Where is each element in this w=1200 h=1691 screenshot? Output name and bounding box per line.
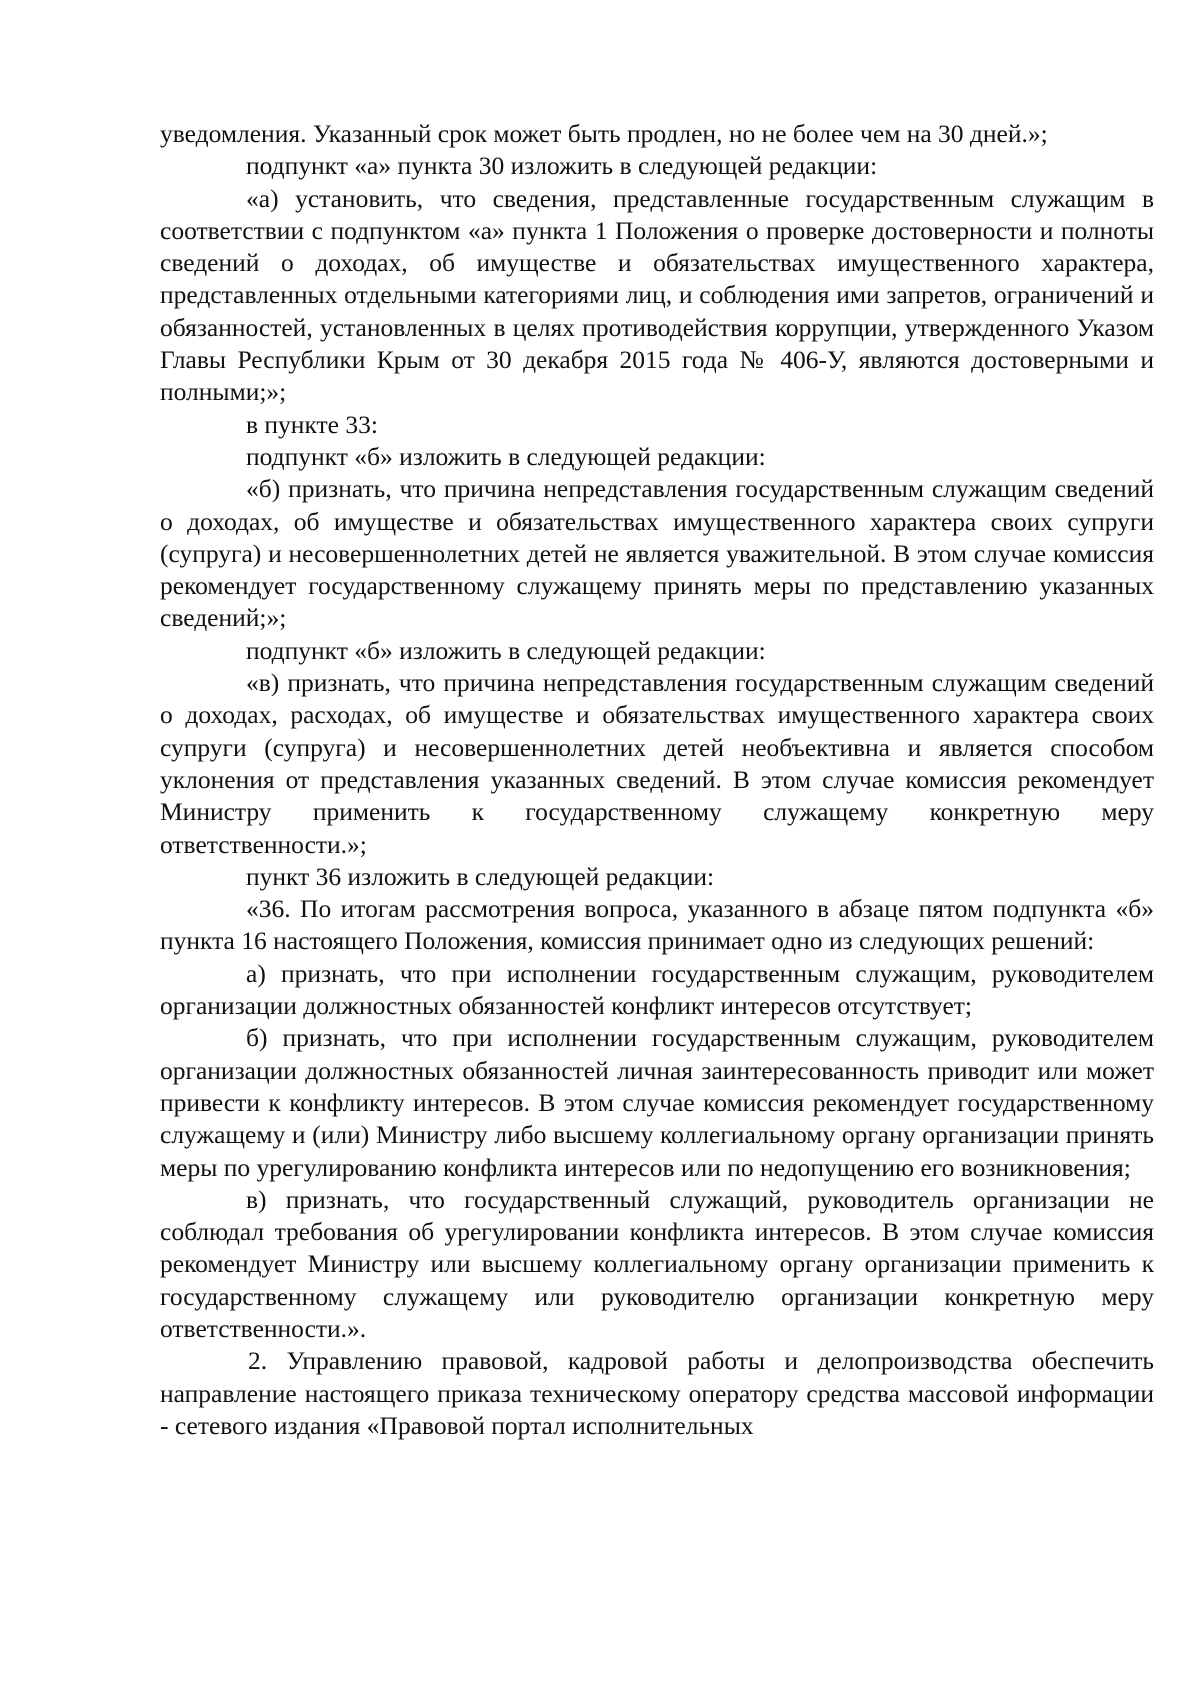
paragraph-subitem-b-header: подпункт «б» изложить в следующей редакции: bbox=[246, 441, 766, 471]
paragraph-decision-b: б) признать, что при исполнении государственным служащим, руководителем организации должностных обязанностей личная заинтересованность приводит или может привести к конфликту интересов. В этом случае комиссия рекомендует государственному служащему и (или) Министру либо высшему коллегиальному органу организации принять меры по урегулированию конфликта интересов или по недопущению его возникновения; bbox=[160, 1023, 1154, 1182]
paragraph-item-36-header: пункт 36 изложить в следующей редакции: bbox=[246, 861, 715, 891]
paragraph-decision-a: а) признать, что при исполнении государственным служащим, руководителем организации должностных обязанностей конфликт интересов отсутствует; bbox=[160, 958, 1154, 1021]
paragraph-subitem-v-text: «в) признать, что причина непредставления государственным служащим сведений о доходах, расходах, об имуществе и обязательствах имущественного характера своих супруги (супруга) и несовершеннолетних детей необъективна и является способом уклонения от представления указанных сведений. В этом случае комиссия рекомендует Министру применить к государственному служащему конкретную меру ответственности.»; bbox=[160, 668, 1154, 859]
paragraph-subitem-a-text: «а) установить, что сведения, представленные государственным служащим в соответствии с подпунктом «а» пункта 1 Положения о проверке достоверности и полноты сведений о доходах, об имуществе и обязательствах имущественного характера, представленных отдельными категориями лиц, и соблюдения ими запретов, ограничений и обязанностей, установленных в целях противодействия коррупции, утвержденного Указом Главы Республики Крым от 30 декабря 2015 года № 406-У, являются достоверными и полными;»; bbox=[160, 183, 1154, 407]
paragraph-subitem-b-text: «б) признать, что причина непредставления государственным служащим сведений о доходах, об имуществе и обязательствах имущественного характера своих супруги (супруга) и несовершеннолетних детей не является уважительной. В этом случае комиссия рекомендует государственному служащему принять меры по представлению указанных сведений;»; bbox=[160, 474, 1154, 633]
paragraph-subitem-a-item-30: подпункт «а» пункта 30 изложить в следующей редакции: bbox=[246, 151, 878, 181]
paragraph-item-33: в пункте 33: bbox=[246, 409, 378, 439]
paragraph-point-2: 2. Управлению правовой, кадровой работы и делопроизводства обеспечить направление настоящего приказа техническому оператору средства массовой информации - сетевого издания «Правовой портал исполнительных bbox=[160, 1346, 1154, 1440]
document-page bbox=[160, 118, 1154, 1442]
paragraph-item-36-text: «36. По итогам рассмотрения вопроса, указанного в абзаце пятом подпункта «б» пункта 16 настоящего Положения, комиссия принимает одно из следующих решений: bbox=[160, 894, 1154, 956]
paragraph-decision-v: в) признать, что государственный служащий, руководитель организации не соблюдал требования об урегулировании конфликта интересов. В этом случае комиссия рекомендует Министру или высшему коллегиальному органу организации применить к государственному служащему или руководителю организации конкретную меру ответственности.». bbox=[160, 1184, 1154, 1343]
paragraph-subitem-v-header: подпункт «б» изложить в следующей редакции: bbox=[246, 635, 766, 665]
paragraph-notice-term: уведомления. Указанный срок может быть продлен, но не более чем на 30 дней.»; bbox=[160, 119, 1048, 148]
